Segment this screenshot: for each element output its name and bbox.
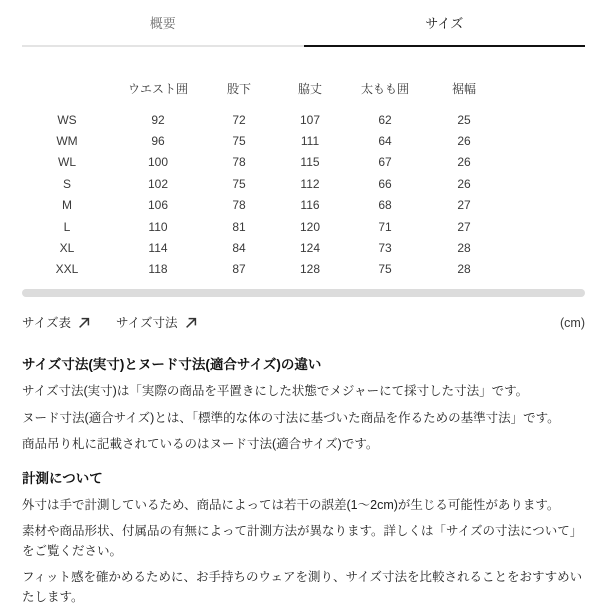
section-paragraph: 外寸は手で計測しているため、商品によっては若干の誤差(1〜2cm)が生じる可能性があります。 — [22, 497, 560, 512]
size-value-cell: 27 — [457, 198, 471, 213]
size-value-cell: 116 — [300, 198, 320, 213]
section-heading: 計測について — [22, 470, 103, 486]
size-value-cell: 75 — [378, 262, 392, 277]
size-value-cell: 26 — [457, 176, 471, 191]
size-value-cell: 87 — [232, 262, 246, 277]
size-dimensions-link[interactable] — [116, 315, 197, 331]
size-value-cell: 28 — [457, 262, 471, 277]
section-paragraph: 商品吊り札に記載されているのはヌード寸法(適合サイズ)です。 — [22, 437, 379, 452]
size-value-cell: 96 — [151, 134, 165, 149]
size-value-cell: 75 — [232, 134, 246, 149]
tab-bar — [22, 0, 585, 47]
size-value-cell: 72 — [232, 112, 246, 127]
size-value-cell: 26 — [457, 134, 471, 149]
info-section — [22, 469, 585, 607]
section-paragraph: フィット感を確かめるために、お手持ちのウェアを測り、サイズ寸法を比較されることをおすすめいたします。 — [22, 570, 583, 604]
size-value-cell: 84 — [232, 241, 246, 256]
size-dimensions-link-label: サイズ寸法 — [116, 316, 178, 331]
size-value-cell: 78 — [232, 155, 246, 170]
tab-size[interactable]: サイズ — [304, 0, 586, 47]
size-label: S — [62, 176, 71, 191]
external-link-icon — [78, 317, 90, 329]
size-label: WL — [58, 155, 76, 170]
size-value-cell: 66 — [378, 176, 392, 191]
section-heading: サイズ寸法(実寸)とヌード寸法(適合サイズ)の違い — [22, 357, 322, 373]
size-value-cell: 71 — [378, 219, 392, 234]
external-link-icon — [185, 317, 197, 329]
size-value-cell: 100 — [147, 155, 169, 170]
column-header-empty — [22, 71, 112, 109]
column-header-side-length: 脇丈 — [297, 82, 322, 96]
size-value-cell: 26 — [457, 155, 471, 170]
size-value-cell: 67 — [378, 155, 392, 170]
size-value-cell: 27 — [457, 219, 471, 234]
section-paragraph: ヌード寸法(適合サイズ)とは、「標準的な体の寸法に基づいた商品を作るための基準寸法」です。 — [22, 410, 560, 425]
size-value-cell: 115 — [300, 155, 320, 170]
size-label: XL — [59, 241, 75, 256]
links-row — [22, 315, 585, 331]
size-value-cell: 62 — [378, 112, 392, 127]
size-value-cell: 64 — [378, 134, 392, 149]
size-value-cell: 28 — [457, 241, 471, 256]
table-row — [22, 152, 504, 173]
size-label: WS — [57, 112, 77, 127]
size-label: L — [63, 219, 71, 234]
section-paragraph: サイズ寸法(実寸)は「実際の商品を平置きにした状態でメジャーにて採寸した寸法」です。 — [22, 384, 529, 399]
table-row — [22, 109, 504, 130]
size-value-cell: 92 — [151, 112, 165, 127]
size-value-cell: 120 — [299, 219, 321, 234]
tab-overview[interactable]: 概要 — [22, 0, 304, 47]
column-header-inseam: 股下 — [226, 82, 251, 96]
table-row — [22, 237, 504, 258]
table-row — [22, 173, 504, 194]
size-value-cell: 128 — [299, 262, 321, 277]
size-value-cell: 111 — [300, 134, 320, 149]
size-table-header — [22, 71, 504, 109]
size-value-cell: 114 — [148, 241, 168, 256]
column-header-waist: ウエスト囲 — [127, 82, 188, 96]
size-value-cell: 110 — [148, 219, 168, 234]
horizontal-scrollbar[interactable] — [22, 289, 585, 297]
size-value-cell: 118 — [148, 262, 168, 277]
size-value-cell: 75 — [232, 176, 246, 191]
table-row — [22, 130, 504, 151]
size-chart-link[interactable] — [22, 315, 90, 331]
size-value-cell: 25 — [457, 112, 471, 127]
size-value-cell: 106 — [147, 198, 169, 213]
size-chart-link-label: サイズ表 — [22, 316, 72, 331]
table-row — [22, 259, 504, 280]
column-header-hem-width: 裾幅 — [451, 82, 476, 96]
info-section — [22, 355, 585, 455]
size-value-cell: 102 — [147, 176, 169, 191]
size-value-cell: 68 — [378, 198, 392, 213]
size-label: XXL — [55, 262, 79, 277]
size-table-body — [22, 109, 504, 280]
size-value-cell: 81 — [232, 219, 246, 234]
unit-label: (cm) — [560, 316, 585, 331]
table-row — [22, 216, 504, 237]
size-value-cell: 112 — [300, 176, 320, 191]
size-label: WM — [56, 134, 78, 149]
size-value-cell: 124 — [299, 241, 321, 256]
size-value-cell: 73 — [378, 241, 392, 256]
table-row — [22, 195, 504, 216]
column-header-thigh: 太もも囲 — [360, 82, 409, 96]
size-value-cell: 107 — [299, 112, 321, 127]
size-table — [22, 71, 504, 280]
section-paragraph: 素材や商品形状、付属品の有無によって計測方法が異なります。詳しくは「サイズの寸法について」をご覧ください。 — [22, 524, 583, 558]
size-value-cell: 78 — [232, 198, 246, 213]
info-sections — [22, 355, 585, 607]
size-label: M — [62, 198, 72, 213]
